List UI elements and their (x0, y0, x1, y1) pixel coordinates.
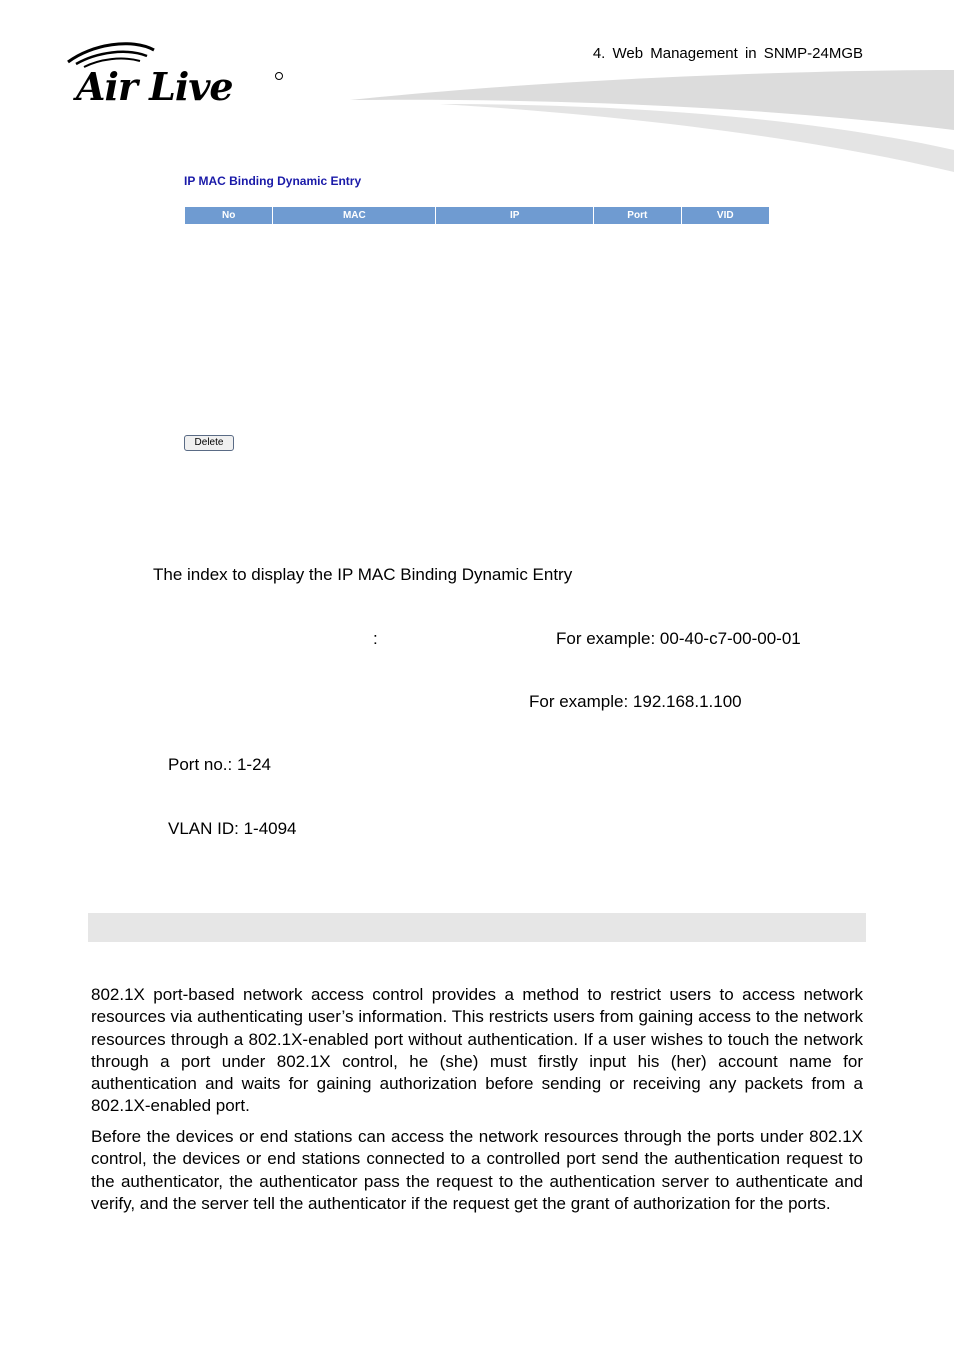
body-paragraph-2: Before the devices or end stations can access the network resources through the ports under 802.1X control, the devices or end stations connected to a controlled port send the authentication request to the authenticator, the authenticator pass the request to the authentication server to authenticate and verify, and the server tell the authenticator if the request get the grant of authorization for the ports. (91, 1127, 863, 1213)
dynamic-entry-table (184, 206, 770, 225)
column-header-vid: VID (681, 207, 769, 225)
dynamic-entry-title: IP MAC Binding Dynamic Entry (184, 174, 362, 188)
no-description: The index to display the IP MAC Binding Dynamic Entry (153, 565, 573, 584)
column-header-no: No (185, 207, 273, 225)
body-paragraph-1: 802.1X port-based network access control provides a method to restrict users to access network resources via authenticating user’s information. This restricts users from gaining access to the network resources through a 802.1X-enabled port without authentication. If a user wishes to touch the network through a port under 802.1X control, he (she) must firstly input his (her) account name for authentication and waits for gaining authorization before sending or receiving any packets from a 802.1X-enabled port. (91, 985, 863, 1116)
table-header-row (185, 207, 770, 225)
column-header-ip: IP (436, 207, 594, 225)
header-swoosh-decoration (340, 60, 954, 180)
column-header-port: Port (594, 207, 681, 225)
mac-example: For example: 00-40-c7-00-00-01 (556, 629, 801, 648)
mac-description-colon: : (373, 629, 378, 648)
column-header-mac: MAC (273, 207, 436, 225)
svg-text:Air Live: Air Live (76, 64, 233, 109)
delete-button[interactable]: Delete (184, 435, 234, 451)
vid-description: VLAN ID: 1-4094 (168, 819, 297, 838)
chapter-header: 4. Web Management in SNMP-24MGB (592, 45, 863, 62)
section-heading-bar (88, 913, 866, 942)
airlive-logo (62, 40, 292, 110)
port-description: Port no.: 1-24 (168, 755, 272, 774)
ip-example: For example: 192.168.1.100 (529, 692, 742, 711)
